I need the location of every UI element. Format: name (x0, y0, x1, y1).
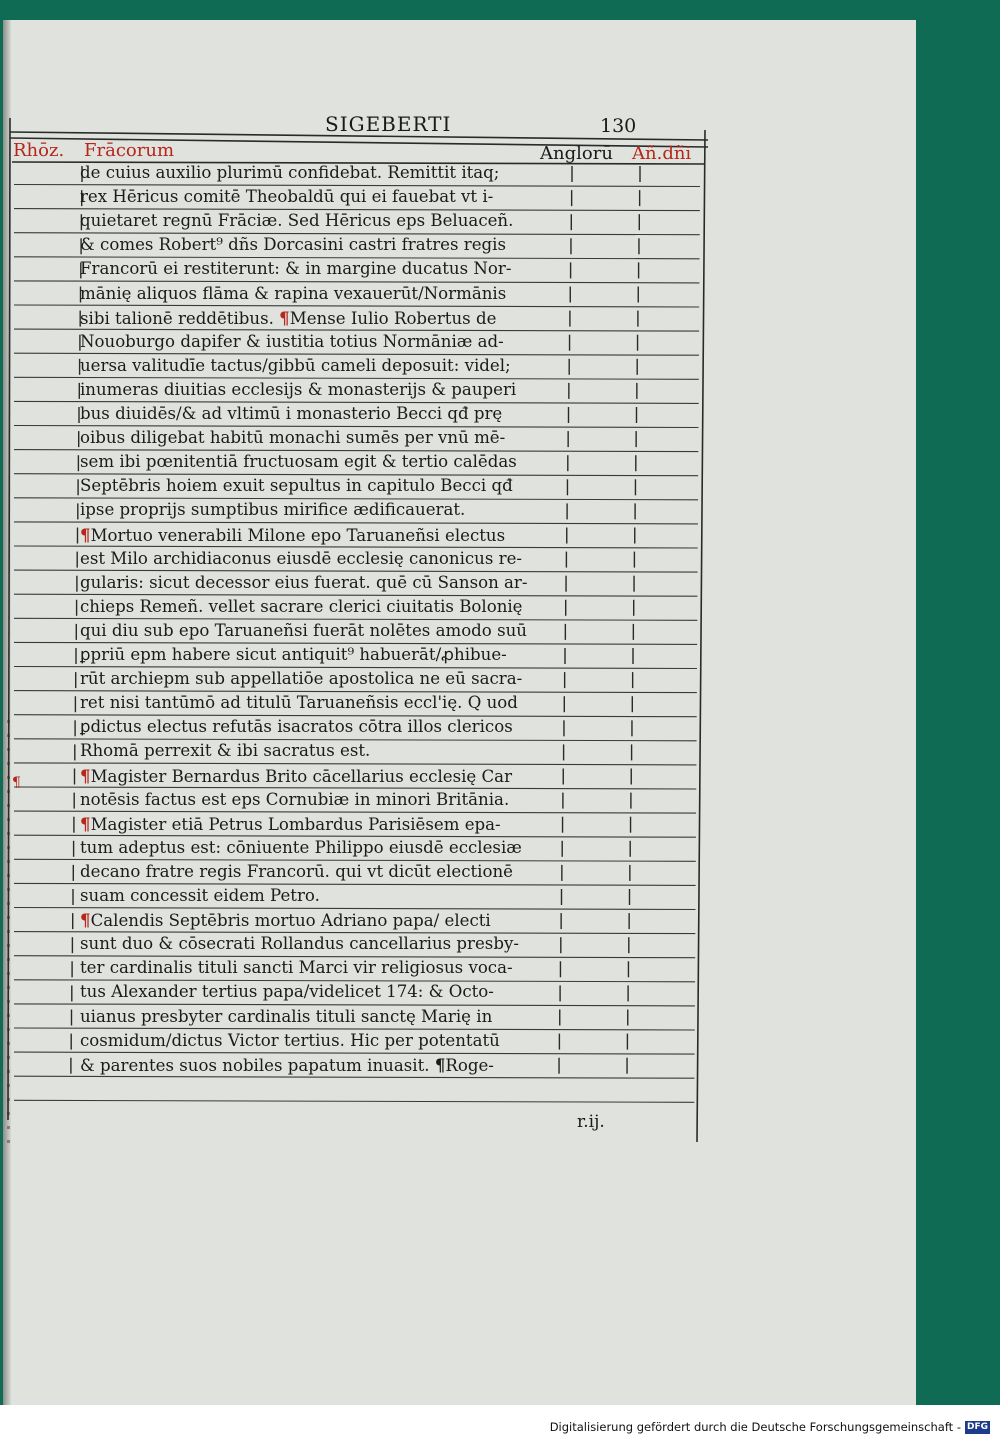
pilcrow: ¶ (434, 1054, 446, 1075)
text-line-content: ter cardinalis tituli sancti Marci vir religiosus voca- (80, 958, 513, 978)
text-line (80, 790, 509, 810)
inline-continuation: Mense Iulio Robertus de (289, 308, 497, 328)
text-line-content: inumeras diuitias ecclesijs & monasterijs & pauperi (80, 379, 517, 399)
text-line (80, 1007, 492, 1027)
text-line (80, 235, 506, 255)
text-line (80, 862, 513, 882)
text-line (80, 621, 527, 641)
rubric-pilcrow: ¶ (80, 910, 91, 931)
text-line (80, 549, 522, 569)
text-line-content: & comes Robert⁹ dñs Dorcasini castri fratres regis (80, 235, 506, 255)
text-line-content: uersa valitudīe tactus/gibbū cameli deposuit: videl; (80, 355, 511, 375)
text-line (80, 982, 494, 1002)
rubric-pilcrow: ¶ (80, 813, 91, 834)
rubric-pilcrow: ¶ (80, 765, 91, 786)
rubric-pilcrow: ¶ (279, 307, 290, 328)
text-line (80, 838, 522, 858)
text-line-content: ipse proprijs sumptibus mirifice ædificauerat. (80, 500, 466, 520)
text-line (80, 717, 513, 737)
text-line-content: Septēbris hoiem exuit sepultus in capitulo Becci qđ (80, 476, 513, 496)
rubric-pilcrow: ¶ (80, 524, 91, 545)
signature-mark: r.ij. (577, 1112, 605, 1132)
text-line-content: sem ibi pœnitentiā fructuosam egit & tertio calēdas (80, 452, 517, 472)
text-line-content: Calendis Septēbris mortuo Adriano papa/ electi (90, 911, 491, 931)
text-line-content: Francorū ei restiterunt: & in margine ducatus Nor- (80, 259, 512, 279)
text-line-content: Nouoburgo dapifer & iustitia totius Normāniæ ad- (80, 331, 504, 351)
text-line-content: notēsis factus est eps Cornubiæ in minori Britānia. (80, 789, 510, 809)
text-line-content: tum adeptus est: cōniuente Philippo eiusdē ecclesiæ (80, 837, 522, 857)
text-line (80, 645, 507, 665)
text-line (80, 404, 502, 424)
text-line (80, 597, 523, 617)
text-line (80, 573, 527, 593)
text-line-content: rex Hēricus comitē Theobaldū qui ei fauebat vt i- (80, 187, 494, 207)
text-line (80, 356, 511, 376)
text-line-content: ꝑpriū epm habere sicut antiquit⁹ habuerāt/ꝓhibue- (80, 645, 507, 664)
text-line (80, 308, 496, 329)
text-line-content: sunt duo & cōsecrati Rollandus cancellarius presby- (80, 934, 519, 954)
text-line-content: Mortuo venerabili Milone epo Taruaneñsi electus (90, 525, 506, 545)
text-line-content: uianus presbyter cardinalis tituli sanctę Marię in (80, 1006, 493, 1026)
text-line (80, 452, 517, 472)
text-line-content: de cuius auxilio plurimū confidebat. Remittit itaq; (80, 163, 500, 182)
text-line (80, 284, 506, 304)
text-line-content: Magister Bernardus Brito cācellarius ecclesię Car (90, 766, 513, 786)
text-line-content: ꝑdictus electus refutās isacratos cōtra illos clericos (80, 717, 513, 737)
text-line (80, 1031, 500, 1051)
text-line-content: Magister etiā Petrus Lombardus Parisiēsem epa- (90, 814, 501, 834)
text-line (80, 886, 320, 906)
text-line (80, 500, 465, 520)
text-line (80, 669, 522, 689)
column-header-francorum: Frācorum (84, 140, 175, 161)
marginal-pilcrow: ¶ (12, 775, 21, 791)
text-line (80, 476, 513, 496)
text-line (80, 1055, 494, 1076)
text-line-content: sibi talionē reddētibus. (80, 308, 274, 328)
text-line-content: quietaret regnū Frāciæ. Sed Hēricus eps Beluaceñ. (80, 211, 514, 231)
text-line-content: cosmidum/dictus Victor tertius. Hic per potentatū (80, 1030, 500, 1050)
footer-credit (550, 1419, 990, 1435)
text-line (80, 259, 511, 279)
text-line-content: suam concessit eidem Petro. (80, 886, 320, 905)
dfg-logo: DFG (966, 1422, 988, 1432)
text-line-content: oibus diligebat habitū monachi sumēs per vnū mē- (80, 428, 506, 448)
text-line-content: tus Alexander tertius papa/videlicet 174: & Octo- (80, 982, 494, 1002)
text-line (80, 766, 512, 787)
text-line (80, 380, 516, 400)
text-line-content: gularis: sicut decessor eius fuerat. quē cū Sanson ar- (80, 572, 528, 592)
page-number: 130 (600, 115, 637, 137)
text-line (80, 187, 493, 207)
column-header-anglorum: Anglorū (540, 143, 613, 164)
text-line (80, 428, 505, 448)
text-line (80, 741, 370, 761)
text-line (80, 163, 499, 183)
column-header-rhoz: Rhōz. (13, 140, 65, 161)
text-line (80, 958, 513, 978)
text-line-content: qui diu sub epo Taruaneñsi fuerāt nolētes amodo suū (80, 620, 527, 640)
text-line (80, 934, 519, 954)
text-line (80, 332, 504, 352)
text-line-content: decano fratre regis Francorū. qui vt dicūt electionē (80, 861, 513, 881)
text-line-content: est Milo archidiaconus eiusdē ecclesię canonicus re- (80, 548, 523, 568)
text-line-content: mānię aliquos flāma & rapina vexauerūt/Normānis (80, 283, 507, 303)
text-line-content: & parentes suos nobiles papatum inuasit. (80, 1055, 430, 1075)
text-line-content: Rhomā perrexit & ibi sacratus est. (80, 741, 371, 761)
text-line (80, 693, 518, 713)
text-line (80, 910, 491, 931)
text-line-content: ret nisi tantūmō ad titulū Taruaneñsis eccl'ię. Q uod (80, 693, 518, 713)
inline-continuation: Roge- (445, 1055, 494, 1075)
footer-credit-text: Digitalisierung gefördert durch die Deutsche Forschungsgemeinschaft - (549, 1420, 961, 1434)
text-line (80, 211, 513, 231)
text-line-content: rūt archiepm sub appellatiōe apostolica ne eū sacra- (80, 669, 523, 689)
text-line (80, 525, 505, 546)
text-line (80, 814, 501, 835)
running-title: SIGEBERTI (325, 112, 452, 136)
text-line-content: bus diuidēs/& ad vltimū i monasterio Becci qđ prę (80, 404, 503, 423)
text-line-content: chieps Remeñ. vellet sacrare clerici ciuitatis Bolonię (80, 596, 523, 616)
column-header-anno-domini: Añ.dñi (632, 143, 692, 164)
